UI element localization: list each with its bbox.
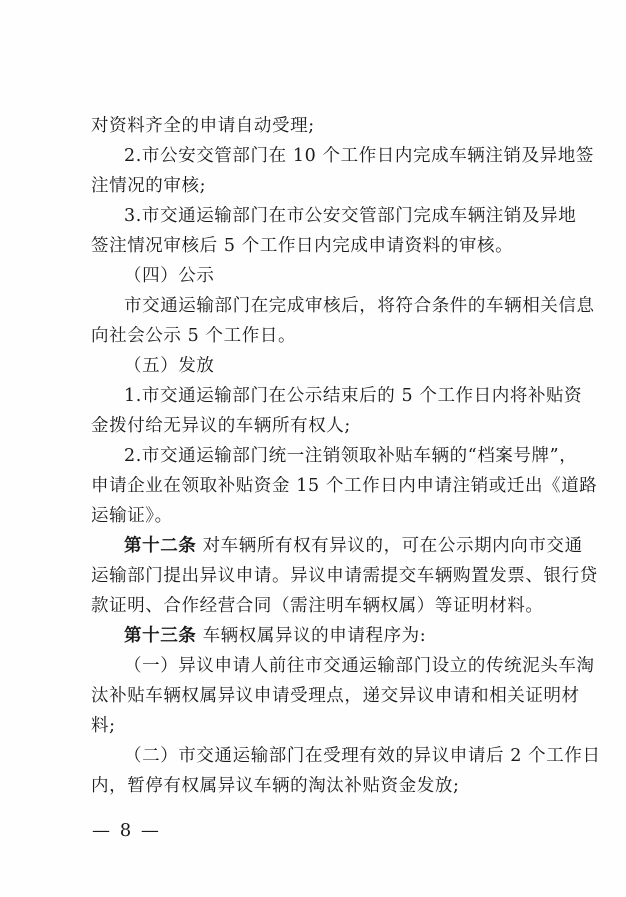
- article-13-line: [124, 623, 426, 649]
- text-line: （二）市交通运输部门在受理有效的异议申请后 2 个工作日: [124, 746, 601, 766]
- page-number: — 8 —: [92, 820, 161, 841]
- text-line: 3.市交通运输部门在市公安交管部门完成车辆注销及异地: [124, 206, 577, 226]
- text-line: 汰补贴车辆权属异议申请受理点，递交异议申请和相关证明材: [91, 686, 580, 706]
- text-line: 料;: [91, 716, 116, 736]
- article-13-text: 车辆权属异议的申请程序为:: [202, 626, 427, 646]
- text-line: 2.市公安交管部门在 10 个工作日内完成车辆注销及异地签: [124, 146, 594, 166]
- text-line: 款证明、合作经营合同（需注明车辆权属）等证明材料。: [91, 596, 544, 616]
- text-line: 市交通运输部门在完成审核后，将符合条件的车辆相关信息: [124, 296, 595, 316]
- text-line: 申请企业在领取补贴资金 15 个工作日内申请注销或迁出《道路: [91, 476, 598, 496]
- text-line: 金拨付给无异议的车辆所有权人;: [91, 416, 351, 436]
- text-line: 内，暂停有权属异议车辆的淘汰补贴资金发放;: [91, 776, 460, 796]
- text-line: 签注情况审核后 5 个工作日内完成申请资料的审核。: [91, 236, 514, 256]
- text-line: 注情况的审核;: [91, 176, 207, 196]
- section-heading: （五）发放: [124, 356, 215, 376]
- text-line: 对资料齐全的申请自动受理;: [91, 116, 315, 136]
- article-13-heading: 第十三条: [124, 626, 197, 646]
- text-line: 2.市交通运输部门统一注销领取补贴车辆的“档案号牌”，: [124, 446, 578, 466]
- text-line: 运输部门提出异议申请。异议申请需提交车辆购置发票、银行贷: [91, 566, 598, 586]
- article-12-text: 对车辆所有权有异议的，可在公示期内向市交通: [202, 536, 583, 556]
- article-12-line: [124, 533, 583, 559]
- text-line: 1.市交通运输部门在公示结束后的 5 个工作日内将补贴资: [124, 386, 583, 406]
- text-line: （一）异议申请人前往市交通运输部门设立的传统泥头车淘: [124, 656, 595, 676]
- text-line: 运输证》。: [91, 506, 173, 526]
- section-heading: （四）公示: [124, 266, 215, 286]
- text-line: 向社会公示 5 个工作日。: [91, 326, 297, 346]
- article-12-heading: 第十二条: [124, 536, 197, 556]
